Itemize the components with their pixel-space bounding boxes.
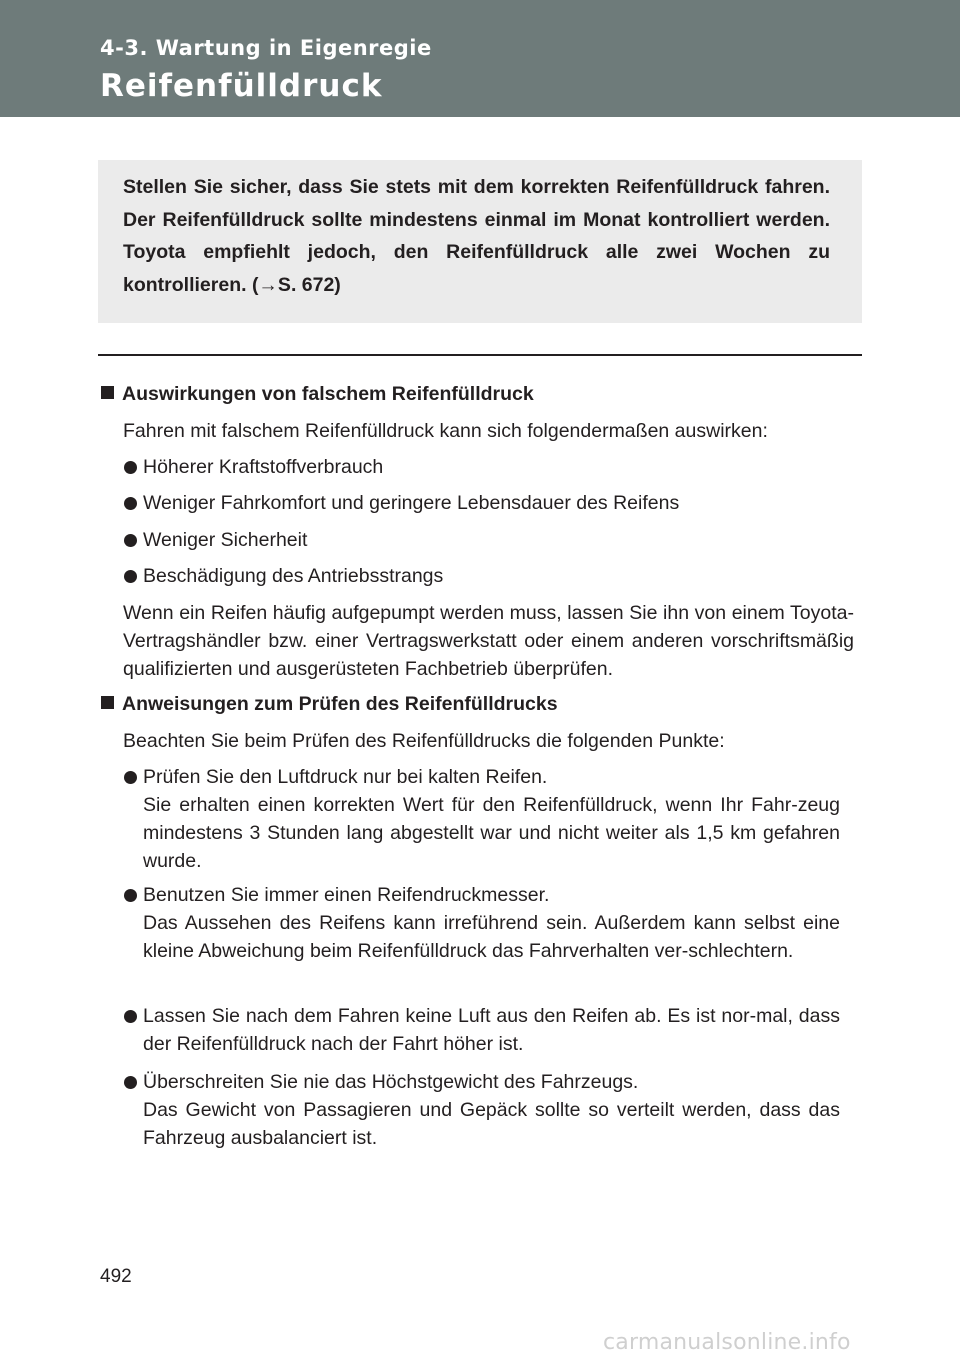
page-number: 492 [100,1266,132,1287]
section-label: 4-3. Wartung in Eigenregie [100,36,432,60]
list-item: Lassen Sie nach dem Fahren keine Luft aus den Reifen ab. Es ist nor-mal, dass der Reifenfülldruck nach der Fahrt höher ist. [124,1002,840,1058]
intro-text: Stellen Sie sicher, dass Sie stets mit dem korrekten Reifenfülldruck fahren. Der Reifenfülldruck sollte mindestens einmal im Monat kontrolliert werden. Toyota empfiehlt jedoch, den Reifenfülldruck alle zwei Wochen zu kontrollieren. (→S. 672) [123,176,830,296]
square-bullet-icon [101,386,114,399]
page-title: Reifenfülldruck [100,68,383,104]
divider-rule [98,354,862,356]
circle-bullet-icon [124,461,137,474]
list-item: Höherer Kraftstoffverbrauch [124,453,840,481]
chapter-header [0,0,960,117]
section-lead: Beachten Sie beim Prüfen des Reifenfülldrucks die folgenden Punkte: [123,730,725,752]
circle-bullet-icon [124,771,137,784]
list-item: Weniger Fahrkomfort und geringere Lebensdauer des Reifens [124,489,840,517]
circle-bullet-icon [124,534,137,547]
list-item: Benutzen Sie immer einen Reifendruckmesser. Das Aussehen des Reifens kann irreführend sein. Außerdem kann selbst eine kleine Abweichung beim Reifenfülldruck das Fahrverhalten ver-schlechtern. [124,881,840,965]
circle-bullet-icon [124,889,137,902]
circle-bullet-icon [124,497,137,510]
section-lead: Fahren mit falschem Reifenfülldruck kann sich folgendermaßen auswirken: [123,420,768,442]
circle-bullet-icon [124,1076,137,1089]
section-heading: Anweisungen zum Prüfen des Reifenfülldrucks [101,690,558,718]
section-heading: Auswirkungen von falschem Reifenfülldruck [101,380,534,408]
list-item: Überschreiten Sie nie das Höchstgewicht des Fahrzeugs. Das Gewicht von Passagieren und Gepäck sollte so verteilt werden, dass das Fahrzeug ausbalanciert ist. [124,1068,840,1152]
watermark: carmanualsonline.info [603,1330,851,1355]
circle-bullet-icon [124,570,137,583]
square-bullet-icon [101,696,114,709]
list-item: Beschädigung des Antriebsstrangs [124,562,840,590]
list-item: Prüfen Sie den Luftdruck nur bei kalten Reifen. Sie erhalten einen korrekten Wert für den Reifenfülldruck, wenn Ihr Fahr-zeug mindestens 3 Stunden lang abgestellt war und nicht weiter als 1,5 km gefahren wurde. [124,763,840,875]
list-item: Weniger Sicherheit [124,526,840,554]
section-note: Wenn ein Reifen häufig aufgepumpt werden muss, lassen Sie ihn von einem Toyota-Vertragshändler bzw. einer Vertragswerkstatt oder einem anderen vorschriftsmäßig qualifizierten und ausgerüsteten Fachbetrieb überprüfen. [123,602,854,680]
circle-bullet-icon [124,1010,137,1023]
